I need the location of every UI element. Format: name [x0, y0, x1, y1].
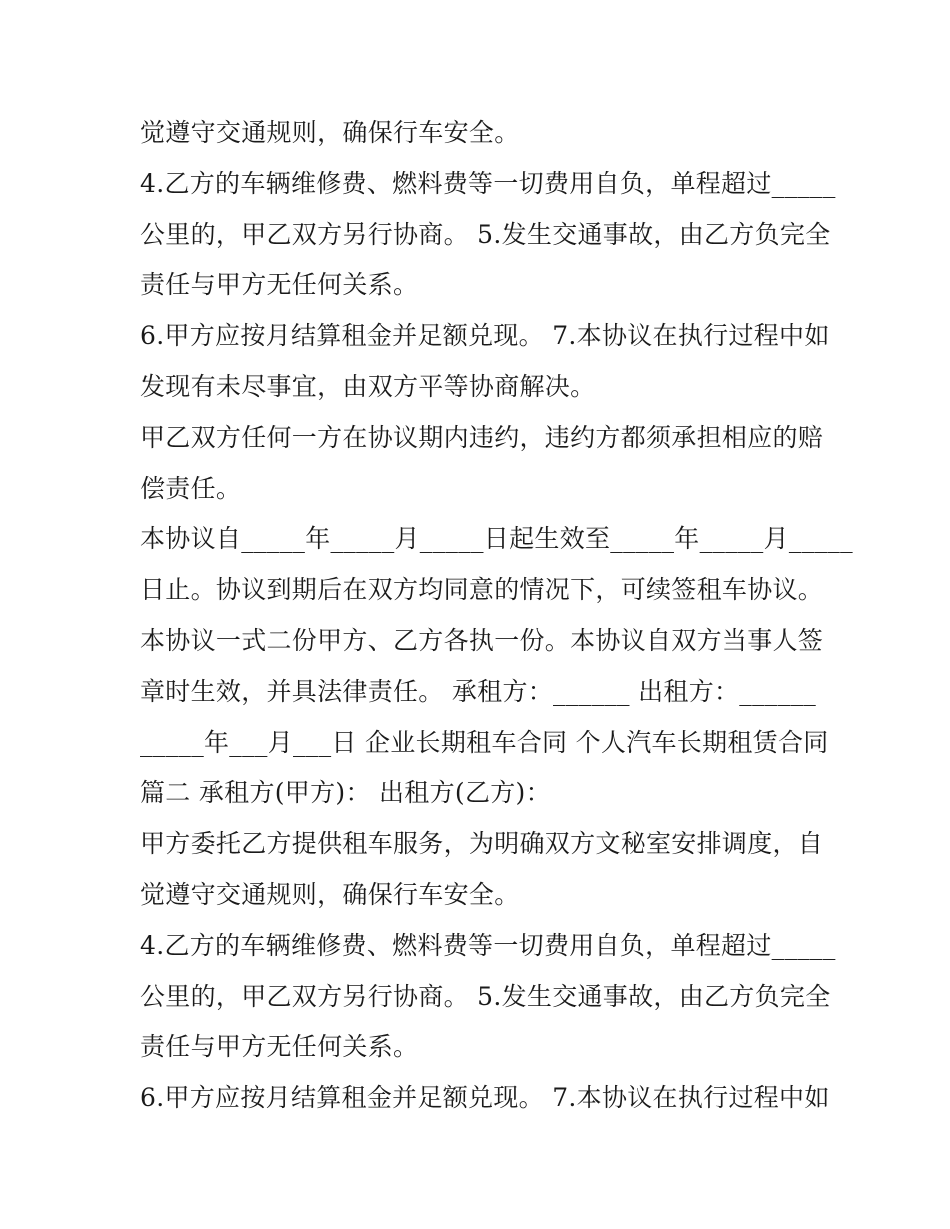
text-line: 甲方委托乙方提供租车服务，为明确双方文秘室安排调度，自: [140, 829, 824, 859]
text-line: 甲乙双方任何一方在协议期内违约，违约方都须承担相应的赔: [140, 422, 824, 452]
text-line: 发现有未尽事宜，由双方平等协商解决。: [140, 371, 596, 401]
text-line: 觉遵守交通规则，确保行车安全。: [140, 879, 520, 909]
text-line: 日止。协议到期后在双方均同意的情况下，可续签租车协议。: [140, 575, 824, 605]
text-line: 篇二 承租方(甲方)： 出租方(乙方)：: [140, 778, 551, 808]
text-line: 责任与甲方无任何关系。: [140, 270, 419, 300]
document-body: [140, 108, 853, 1124]
text-line: 4.乙方的车辆维修费、燃料费等一切费用自负，单程超过_____: [140, 930, 836, 960]
text-line: 本协议自_____年_____月_____日起生效至_____年_____月_____: [140, 524, 853, 554]
text-line: 公里的，甲乙双方另行协商。 5.发生交通事故，由乙方负完全: [140, 219, 831, 249]
text-line: 4.乙方的车辆维修费、燃料费等一切费用自负，单程超过_____: [140, 168, 836, 198]
text-line: 偿责任。: [140, 473, 242, 503]
text-line: 6.甲方应按月结算租金并足额兑现。 7.本协议在执行过程中如: [140, 321, 830, 351]
text-line: 觉遵守交通规则，确保行车安全。: [140, 118, 520, 147]
text-line: 责任与甲方无任何关系。: [140, 1032, 419, 1062]
text-line: 本协议一式二份甲方、乙方各执一份。本协议自双方当事人签: [140, 625, 824, 655]
text-line: 章时生效，并具法律责任。 承租方：______ 出租方：______: [140, 676, 817, 706]
text-line: 6.甲方应按月结算租金并足额兑现。 7.本协议在执行过程中如: [140, 1083, 830, 1113]
text-line: 公里的，甲乙双方另行协商。 5.发生交通事故，由乙方负完全: [140, 981, 831, 1011]
text-line: _____年___月___日 企业长期租车合同 个人汽车长期租赁合同: [140, 727, 829, 757]
